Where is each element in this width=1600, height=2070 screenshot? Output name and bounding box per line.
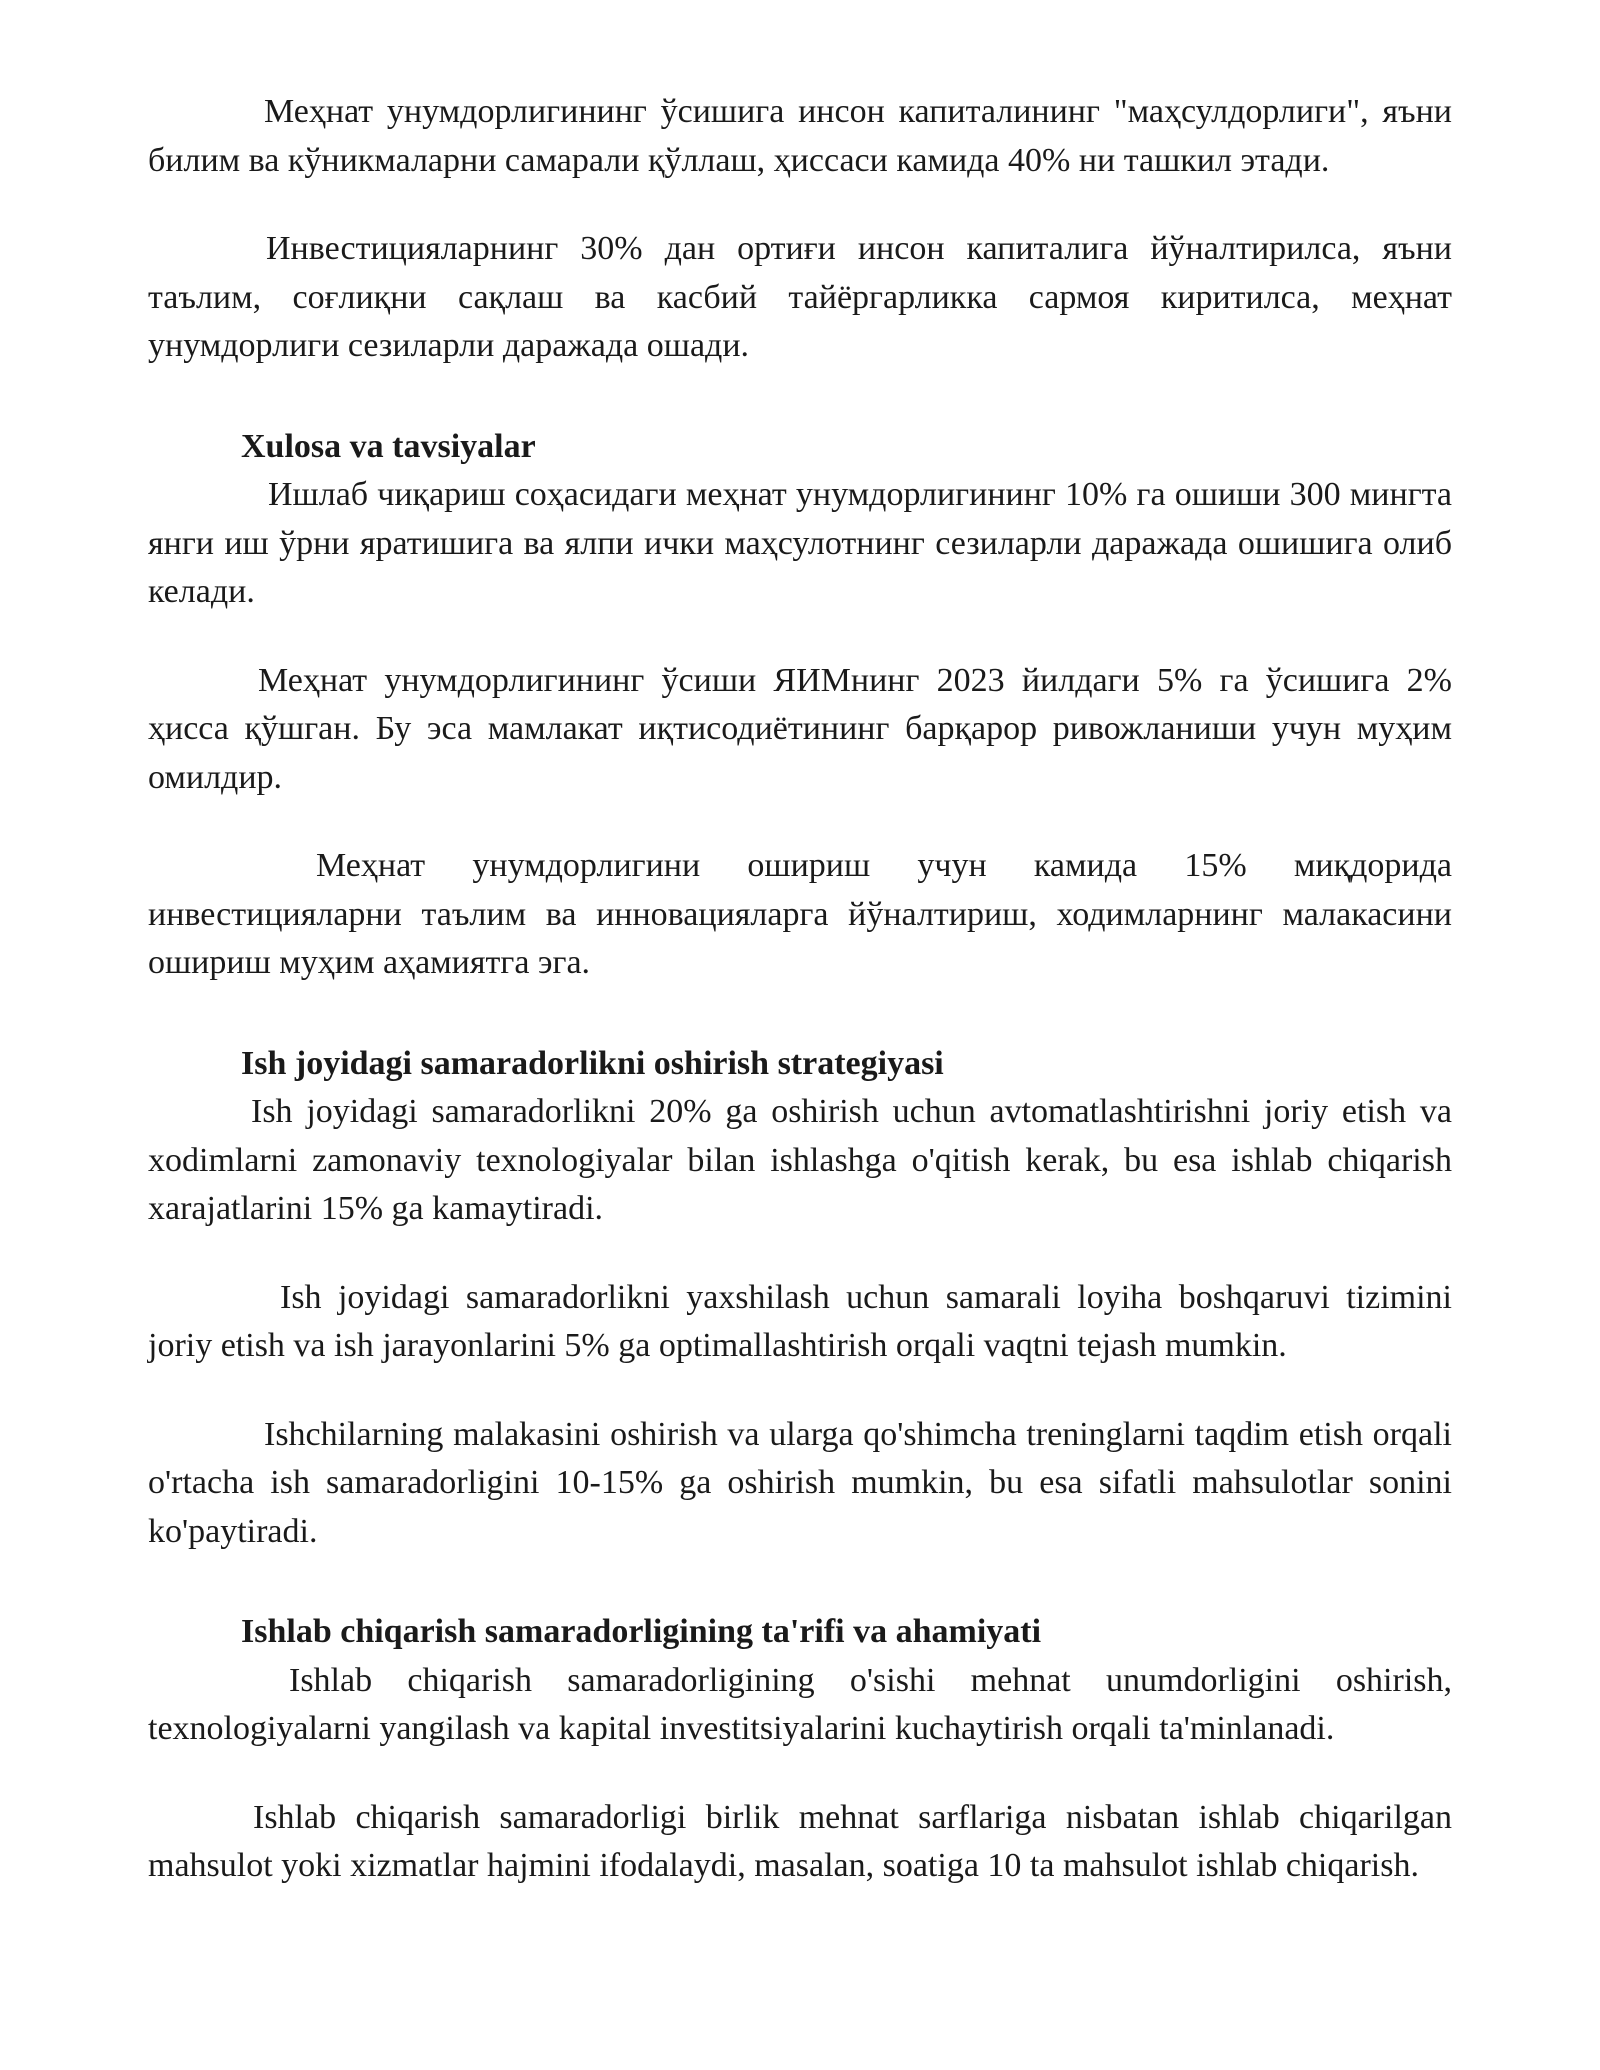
paragraph-project-management: Ish joyidagi samaradorlikni yaxshilash uchun samarali loyiha boshqaruvi tizimini joriy etish va ish jarayonlarini 5% ga optimallashtirish orqali vaqtni tejash mumkin. — [148, 1278, 1452, 1364]
section-heading-conclusions: Xulosa va tavsiyalar — [241, 427, 536, 465]
section-heading-workplace-strategy: Ish joyidagi samaradorlikni oshirish strategiyasi — [241, 1044, 944, 1082]
paragraph-efficiency-definition: Ishlab chiqarish samaradorligi birlik mehnat sarflariga nisbatan ishlab chiqarilgan mahsulot yoki xizmatlar hajmini ifodalaydi, masalan, soatiga 10 ta mahsulot ishlab chiqarish. — [148, 1798, 1452, 1884]
paragraph-investment-education: Меҳнат унумдорлигини ошириш учун камида 15% миқдорида инвестицияларни таълим ва инновацияларга йўналтириш, ходимларнинг малакасини ошириш муҳим аҳамиятга эга. — [148, 847, 1452, 981]
paragraph-automation: Ish joyidagi samaradorlikni 20% ga oshirish uchun avtomatlashtirishni joriy etish va xodimlarni zamonaviy texnologiyalar bilan ishlashga o'qitish kerak, bu esa ishlab chiqarish xarajatlarini 15% ga kamaytiradi. — [148, 1093, 1452, 1227]
paragraph-gdp-growth: Меҳнат унумдорлигининг ўсиши ЯИМнинг 2023 йилдаги 5% га ўсишига 2% ҳисса қўшган. Бу эса мамлакат иқтисодиётининг барқарор ривожланиши учун муҳим омилдир. — [148, 661, 1452, 796]
document-page — [148, 88, 1452, 1891]
paragraph-investment-human-capital: Инвестицияларнинг 30% дан ортиғи инсон капиталига йўналтирилса, яъни таълим, соғлиқни сақлаш ва касбий тайёргарликка сармоя киритилса, меҳнат унумдорлиги сезиларли даражада ошади. — [148, 230, 1452, 364]
paragraph-training: Ishchilarning malakasini oshirish va ularga qo'shimcha treninglarni taqdim etish orqali o'rtacha ish samaradorligini 10-15% ga oshirish mumkin, bu esa sifatli mahsulotlar sonini ko'paytiradi. — [148, 1415, 1452, 1550]
paragraph-productivity-jobs: Ишлаб чиқариш соҳасидаги меҳнат унумдорлигининг 10% га ошиши 300 мингта янги иш ўрни яратишига ва ялпи ички маҳсулотнинг сезиларли даражада ошишига олиб келади. — [148, 476, 1452, 610]
paragraph-human-capital-share: Меҳнат унумдорлигининг ўсишига инсон капиталининг "маҳсулдорлиги", яъни билим ва кўникмаларни самарали қўллаш, ҳиссаси камида 40% ни ташкил этади. — [148, 93, 1452, 179]
section-heading-production-efficiency: Ishlab chiqarish samaradorligining ta'rifi va ahamiyati — [241, 1613, 1042, 1650]
paragraph-efficiency-growth: Ishlab chiqarish samaradorligining o'sishi mehnat unumdorligini oshirish, texnologiyalarni yangilash va kapital investitsiyalarini kuchaytirish orqali ta'minlanadi. — [148, 1661, 1452, 1747]
